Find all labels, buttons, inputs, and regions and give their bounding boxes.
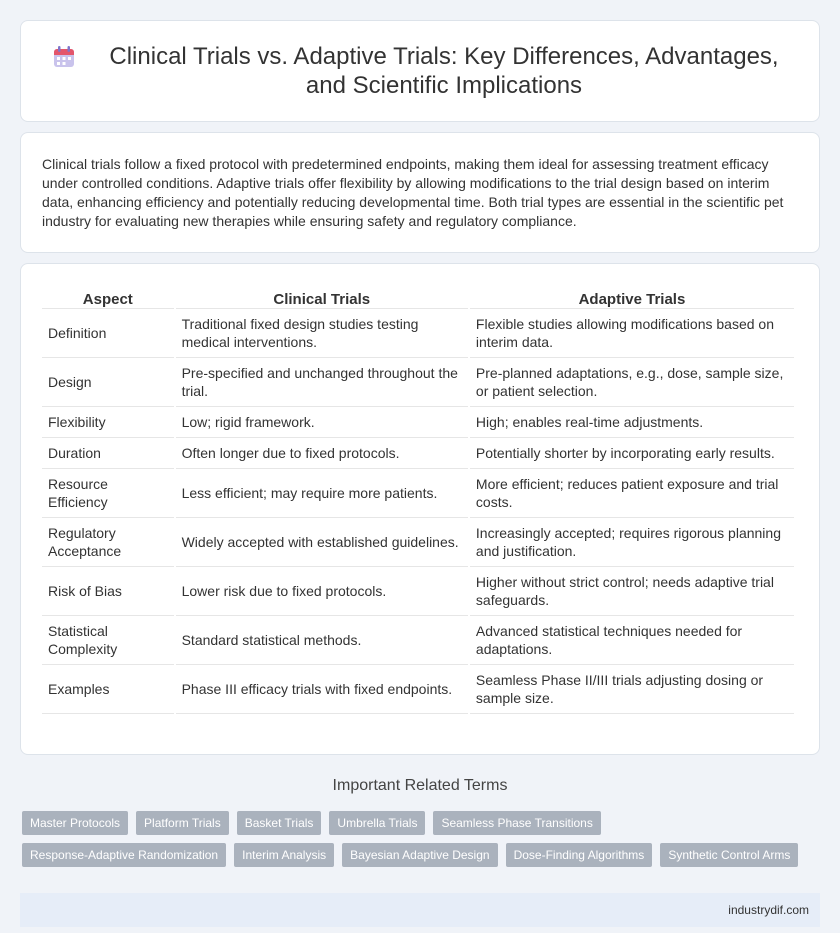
tag-seamless-phase-transitions[interactable]: Seamless Phase Transitions [433, 811, 600, 835]
cell-clinical: Phase III efficacy trials with fixed endpoints. [176, 665, 468, 714]
calendar-icon [51, 44, 77, 70]
tag-umbrella-trials[interactable]: Umbrella Trials [329, 811, 425, 835]
tag-platform-trials[interactable]: Platform Trials [136, 811, 229, 835]
cell-aspect: Flexibility [42, 407, 174, 438]
cell-clinical: Lower risk due to fixed protocols. [176, 567, 468, 616]
comparison-table-card [20, 263, 820, 755]
header-card [20, 20, 820, 122]
comparison-table [40, 280, 796, 714]
cell-clinical: Low; rigid framework. [176, 407, 468, 438]
cell-adaptive: Seamless Phase II/III trials adjusting dosing or sample size. [470, 665, 794, 714]
page-title: Clinical Trials vs. Adaptive Trials: Key Differences, Advantages, and Scientific Implications [109, 43, 779, 99]
table-row [42, 407, 794, 438]
table-row [42, 358, 794, 407]
title-wrap [51, 42, 789, 100]
footer-site-link[interactable]: industrydif.com [728, 903, 809, 917]
tag-basket-trials[interactable]: Basket Trials [237, 811, 322, 835]
table-row [42, 469, 794, 518]
cell-clinical: Traditional fixed design studies testing medical interventions. [176, 309, 468, 358]
cell-adaptive: Advanced statistical techniques needed for adaptations. [470, 616, 794, 665]
table-row [42, 309, 794, 358]
cell-aspect: Examples [42, 665, 174, 714]
tag-master-protocols[interactable]: Master Protocols [22, 811, 128, 835]
cell-aspect: Statistical Complexity [42, 616, 174, 665]
footer [20, 893, 820, 927]
tag-interim-analysis[interactable]: Interim Analysis [234, 843, 334, 867]
table-row [42, 616, 794, 665]
cell-aspect: Regulatory Acceptance [42, 518, 174, 567]
header-clinical-trials: Clinical Trials [176, 280, 468, 309]
related-terms-tags [22, 811, 818, 875]
cell-adaptive: High; enables real-time adjustments. [470, 407, 794, 438]
header-aspect: Aspect [42, 280, 174, 309]
intro-text: Clinical trials follow a fixed protocol with predetermined endpoints, making them ideal for assessing treatment efficacy under controlled conditions. Adaptive trials offer flexibility by allowing modifications to the trial design based on interim data, enhancing efficiency and potentially reducing developmental time. Both trial types are essential in the scientific pet industry for evaluating new therapies while ensuring safety and regulatory compliance. [42, 156, 784, 229]
cell-clinical: Pre-specified and unchanged throughout the trial. [176, 358, 468, 407]
cell-aspect: Duration [42, 438, 174, 469]
cell-adaptive: Higher without strict control; needs adaptive trial safeguards. [470, 567, 794, 616]
cell-clinical: Widely accepted with established guidelines. [176, 518, 468, 567]
cell-adaptive: Pre-planned adaptations, e.g., dose, sample size, or patient selection. [470, 358, 794, 407]
tag-bayesian-adaptive-design[interactable]: Bayesian Adaptive Design [342, 843, 497, 867]
cell-clinical: Less efficient; may require more patients. [176, 469, 468, 518]
tag-response-adaptive-randomization[interactable]: Response-Adaptive Randomization [22, 843, 226, 867]
table-row [42, 567, 794, 616]
cell-aspect: Resource Efficiency [42, 469, 174, 518]
table-row [42, 665, 794, 714]
table-row [42, 518, 794, 567]
cell-aspect: Definition [42, 309, 174, 358]
cell-adaptive: More efficient; reduces patient exposure and trial costs. [470, 469, 794, 518]
tag-dose-finding-algorithms[interactable]: Dose-Finding Algorithms [506, 843, 653, 867]
cell-adaptive: Potentially shorter by incorporating early results. [470, 438, 794, 469]
cell-adaptive: Flexible studies allowing modifications based on interim data. [470, 309, 794, 358]
cell-clinical: Often longer due to fixed protocols. [176, 438, 468, 469]
cell-aspect: Risk of Bias [42, 567, 174, 616]
table-header-row [42, 280, 794, 309]
cell-clinical: Standard statistical methods. [176, 616, 468, 665]
cell-adaptive: Increasingly accepted; requires rigorous planning and justification. [470, 518, 794, 567]
cell-aspect: Design [42, 358, 174, 407]
intro-card [20, 132, 820, 253]
header-adaptive-trials: Adaptive Trials [470, 280, 794, 309]
related-terms-heading: Important Related Terms [332, 777, 508, 794]
tag-synthetic-control-arms[interactable]: Synthetic Control Arms [660, 843, 798, 867]
table-row [42, 438, 794, 469]
